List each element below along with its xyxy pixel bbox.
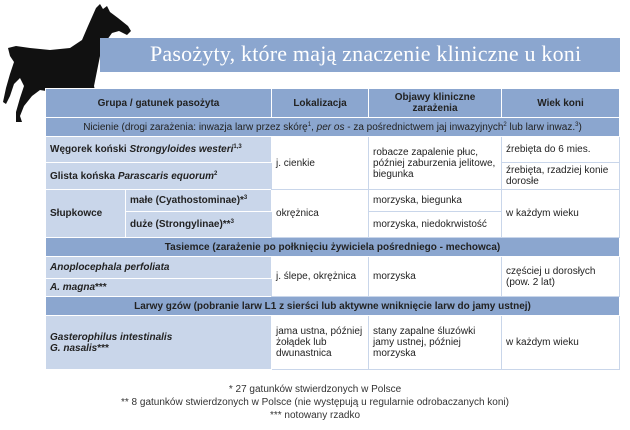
- symptoms-botflies: stany zapalne śluzówki jamy ustnej, później morzyska: [369, 316, 502, 370]
- footnotes: [0, 383, 630, 422]
- species-gasterophilus: Gasterophilus intestinalis G. nasalis***: [46, 316, 272, 370]
- location-small-intestine: j. cienkie: [272, 137, 369, 190]
- table-row: [46, 190, 620, 212]
- species-strongyloides: Węgorek koński Strongyloides westeri$^{1,3}$: [46, 137, 272, 163]
- header-location: Lokalizacja: [272, 89, 369, 118]
- species-anoplocephala-perfoliata: Anoplocephala perfoliata: [46, 257, 272, 279]
- group-strongyles: Słupkowce: [46, 190, 126, 238]
- footnote: ** 8 gatunków stwierdzonych w Polsce (nie występują u regularnie odrobaczanych koni): [121, 397, 509, 408]
- section-botflies: [46, 297, 620, 316]
- page-title: Pasożyty, które mają znaczenie kliniczne u koni: [150, 41, 582, 66]
- parasite-table: [45, 88, 620, 370]
- species-anoplocephala-magna: A. magna***: [46, 279, 272, 297]
- species-large-strongyles: duże (Strongylinae)**$^3$: [126, 212, 272, 238]
- section-tapeworms-label: Tasiemce (zarażenie po połknięciu żywiciela pośredniego - mechowca): [46, 238, 620, 257]
- symptoms-small-strongyles: morzyska, biegunka: [369, 190, 502, 212]
- symptoms-strongyloides: robacze zapalenie płuc, później zaburzenia jelitowe, biegunka: [369, 137, 502, 190]
- header-symptoms: Objawy kliniczne zarażenia: [369, 89, 502, 118]
- section-tapeworms: [46, 238, 620, 257]
- header-group: Grupa / gatunek pasożyta: [46, 89, 272, 118]
- age-botflies: w każdym wieku: [502, 316, 620, 370]
- section-botflies-label: Larwy gzów (pobranie larw L1 z sierści lub aktywne wniknięcie larw do jamy ustnej): [46, 297, 620, 316]
- species-parascaris: Glista końska Parascaris equorum$^2$: [46, 163, 272, 190]
- section-nematodes: [46, 118, 620, 137]
- footnote: *** notowany rzadko: [269, 410, 361, 421]
- species-small-strongyles: małe (Cyathostominae)*$^3$: [126, 190, 272, 212]
- symptoms-tapeworms: morzyska: [369, 257, 502, 297]
- age-parascaris: źrebięta, rzadziej konie dorosłe: [502, 163, 620, 190]
- header-age: Wiek koni: [502, 89, 620, 118]
- footnote: * 27 gatunków stwierdzonych w Polsce: [228, 384, 402, 395]
- table-row: [46, 137, 620, 163]
- location-botflies: jama ustna, później żołądek lub dwunastnica: [272, 316, 369, 370]
- table-row: [46, 257, 620, 279]
- location-colon: okrężnica: [272, 190, 369, 238]
- symptoms-large-strongyles: morzyska, niedokrwistość: [369, 212, 502, 238]
- location-tapeworms: j. ślepe, okrężnica: [272, 257, 369, 297]
- age-strongyles: w każdym wieku: [502, 190, 620, 238]
- age-strongyloides: źrebięta do 6 mies.: [502, 137, 620, 163]
- table-header-row: [46, 89, 620, 118]
- age-tapeworms: częściej u dorosłych (pow. 2 lat): [502, 257, 620, 297]
- section-nematodes-label: Nicienie (drogi zarażenia: inwazja larw przez skórę$^1$, per os - za pośrednictwem jaj inwazyjnych$^2$ lub larw inwaz.$^3$): [46, 118, 620, 137]
- table-row: [46, 316, 620, 370]
